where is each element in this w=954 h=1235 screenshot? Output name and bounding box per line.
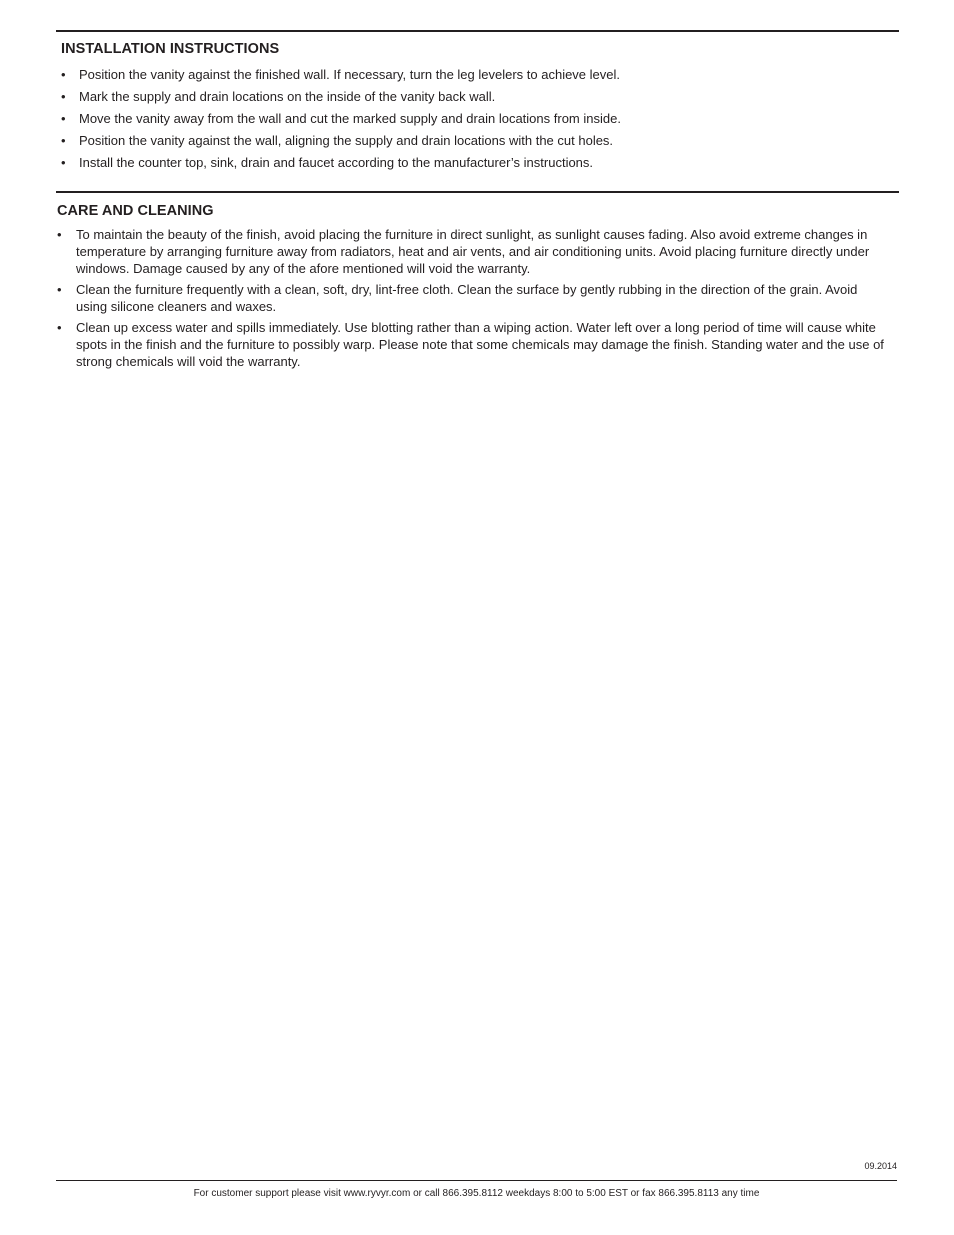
care-item-text: Clean up excess water and spills immediately. Use blotting rather than a wiping action. Water left over a long period of time will cause white spots in the finish and the furniture to possibly warp. Please note that some chemicals may damage the finish. Standing water and the use of strong chemicals will void the warranty.: [76, 320, 884, 369]
installation-step-text: Position the vanity against the wall, aligning the supply and drain locations with the cut holes.: [79, 133, 614, 148]
care-item-text: To maintain the beauty of the finish, avoid placing the furniture in direct sunlight, as sunlight causes fading. Also avoid extreme changes in temperature by arranging furniture away from radiators, heat and air vents, and air conditioning units. Avoid placing furniture directly under windows. Damage caused by any of the afore mentioned will void the warranty.: [76, 227, 870, 276]
section-divider: [56, 191, 899, 193]
list-item: [57, 319, 887, 370]
installation-list: [61, 66, 881, 176]
list-item: [61, 66, 881, 88]
top-divider: [56, 30, 899, 32]
installation-step-text: Mark the supply and drain locations on the inside of the vanity back wall.: [79, 89, 496, 104]
care-list: [57, 226, 887, 374]
customer-support-text: For customer support please visit www.ryvyr.com or call 866.395.8112 weekdays 8:00 to 5:00 EST or fax 866.395.8113 any time: [193, 1188, 760, 1199]
bullet-icon: •: [61, 89, 66, 104]
installation-step-text: Position the vanity against the finished wall. If necessary, turn the leg levelers to achieve level.: [79, 67, 620, 82]
list-item: [61, 132, 881, 154]
bullet-icon: •: [61, 133, 66, 148]
footer-divider: [56, 1180, 897, 1181]
installation-heading: INSTALLATION INSTRUCTIONS: [61, 41, 280, 57]
list-item: [61, 154, 881, 176]
bullet-icon: •: [57, 227, 62, 242]
bullet-icon: •: [61, 67, 66, 82]
installation-step-text: Move the vanity away from the wall and cut the marked supply and drain locations from inside.: [79, 111, 621, 126]
bullet-icon: •: [57, 282, 62, 297]
list-item: [61, 88, 881, 110]
list-item: [57, 226, 887, 277]
care-heading: CARE AND CLEANING: [57, 203, 214, 219]
list-item: [57, 281, 887, 315]
bullet-icon: •: [57, 320, 62, 335]
care-item-text: Clean the furniture frequently with a clean, soft, dry, lint-free cloth. Clean the surface by gently rubbing in the direction of the grain. Avoid using silicone cleaners and waxes.: [76, 282, 858, 314]
list-item: [61, 110, 881, 132]
date-code: 09.2014: [864, 1161, 897, 1171]
bullet-icon: •: [61, 111, 66, 126]
installation-step-text: Install the counter top, sink, drain and faucet according to the manufacturer’s instructions.: [79, 155, 594, 170]
bullet-icon: •: [61, 155, 66, 170]
